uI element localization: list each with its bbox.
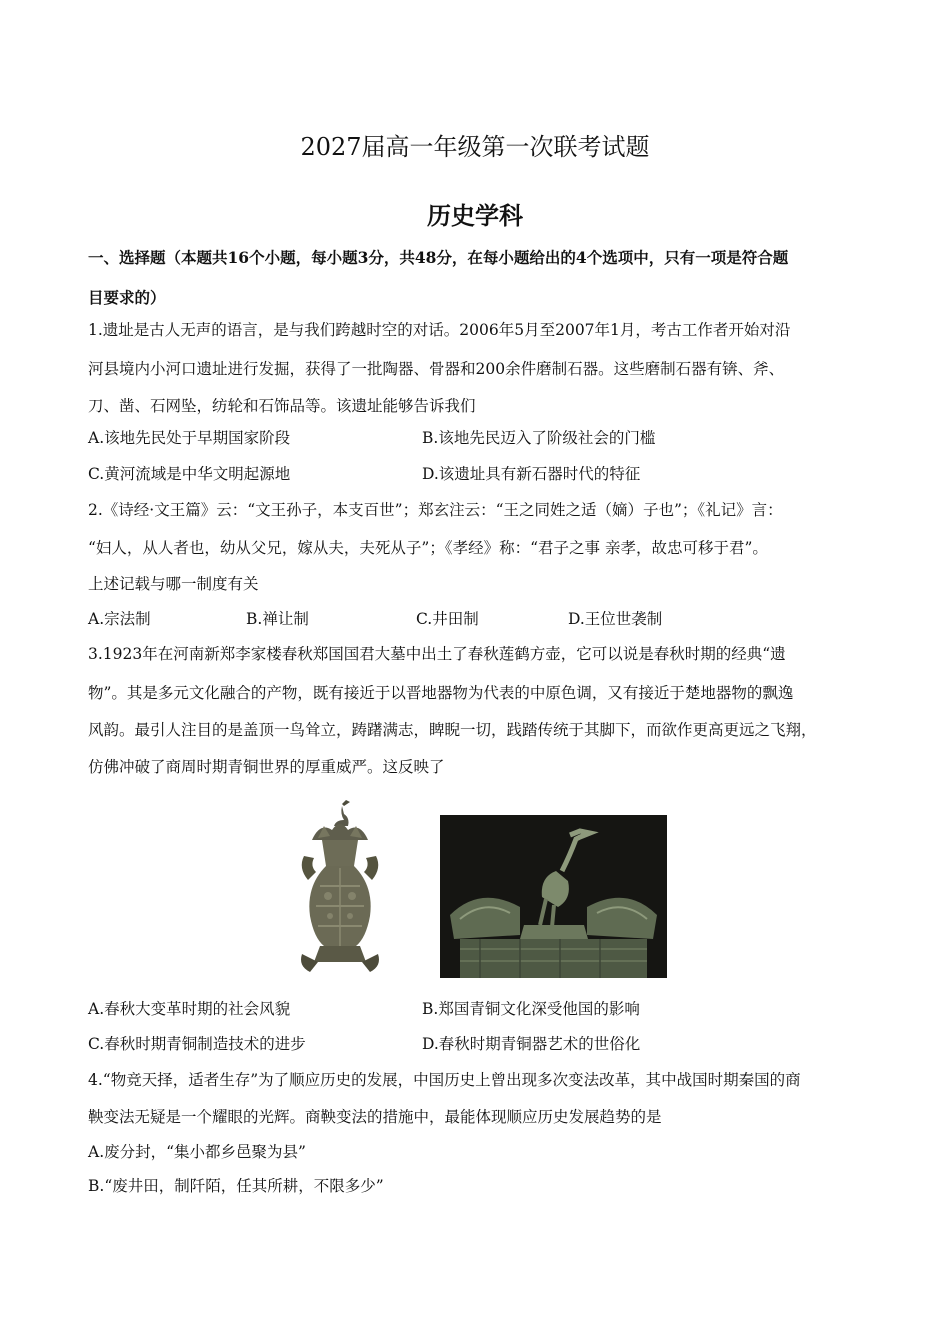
q3-option-a: A.春秋大变革时期的社会风貌 [88,1000,291,1018]
section-heading: 一、选择题（本题共16个小题，每小题3分，共48分，在每小题给出的4个选项中，只有一项是符合题 [88,248,789,267]
section-heading-cont: 目要求的） [88,288,166,307]
q2-stem-line: 2.《诗经·文王篇》云：“文王孙子，本支百世”；郑玄注云：“王之同姓之适（嫡）子也”；《礼记》言： [88,501,783,519]
q3-option-d: D.春秋时期青铜器艺术的世俗化 [422,1035,641,1053]
q3-stem-line: 仿佛冲破了商周时期青铜世界的厚重威严。这反映了 [88,758,445,776]
q3-stem-line: 风韵。最引人注目的是盖顶一鸟耸立，踌躇满志，睥睨一切，践踏传统于其脚下，而欲作更高更远之飞翔， [88,721,817,739]
q4-stem-line: 4.“物竞天择，适者生存”为了顺应历史的发展，中国历史上曾出现多次变法改革，其中战国时期秦国的商 [88,1071,801,1089]
q2-option-d: D.王位世袭制 [568,610,663,628]
q4-option-a: A.废分封，“集小都乡邑聚为县” [88,1143,306,1161]
q1-stem-line: 1.遗址是古人无声的语言，是与我们跨越时空的对话。2006年5月至2007年1月，考古工作者开始对沿 [88,321,791,339]
q3-stem-line: 物”。其是多元文化融合的产物，既有接近于以晋地器物为代表的中原色调，又有接近于楚地器物的飘逸 [88,684,794,702]
q3-stem-line: 3.1923年在河南新郑李家楼春秋郑国国君大墓中出土了春秋莲鹤方壶，它可以说是春秋时期的经典“遗 [88,645,786,663]
q4-option-b: B.“废井田，制阡陌，任其所耕，不限多少” [88,1177,384,1195]
q2-option-b: B.禅让制 [246,610,309,628]
q1-option-b: B.该地先民迈入了阶级社会的门槛 [422,429,656,447]
q3-option-b: B.郑国青铜文化深受他国的影响 [422,1000,640,1018]
q4-stem-line: 鞅变法无疑是一个耀眼的光辉。商鞅变法的措施中，最能体现顺应历史发展趋势的是 [88,1108,662,1126]
crane-lid-photo [440,815,667,978]
q2-stem-line: “妇人，从人者也，幼从父兄，嫁从夫，夫死从子”；《孝经》称：“君子之事 亲孝，故忠可移于君”。 [88,539,768,557]
q2-stem-line: 上述记载与哪一制度有关 [88,575,259,593]
lotus-crane-pot-image [290,796,390,976]
q1-option-c: C.黄河流域是中华文明起源地 [88,465,291,483]
q2-option-c: C.井田制 [416,610,479,628]
q2-option-a: A.宗法制 [88,610,151,628]
q1-stem-line: 河县境内小河口遗址进行发掘，获得了一批陶器、骨器和200余件磨制石器。这些磨制石器有锛、斧、 [88,360,785,378]
q1-stem-line: 刀、凿、石网坠，纺轮和石饰品等。该遗址能够告诉我们 [88,397,476,415]
subject-title: 历史学科 [427,201,523,230]
exam-title: 2027届高一年级第一次联考试题 [300,133,650,161]
q3-option-c: C.春秋时期青铜制造技术的进步 [88,1035,306,1053]
q1-option-a: A.该地先民处于早期国家阶段 [88,429,291,447]
q1-option-d: D.该遗址具有新石器时代的特征 [422,465,641,483]
